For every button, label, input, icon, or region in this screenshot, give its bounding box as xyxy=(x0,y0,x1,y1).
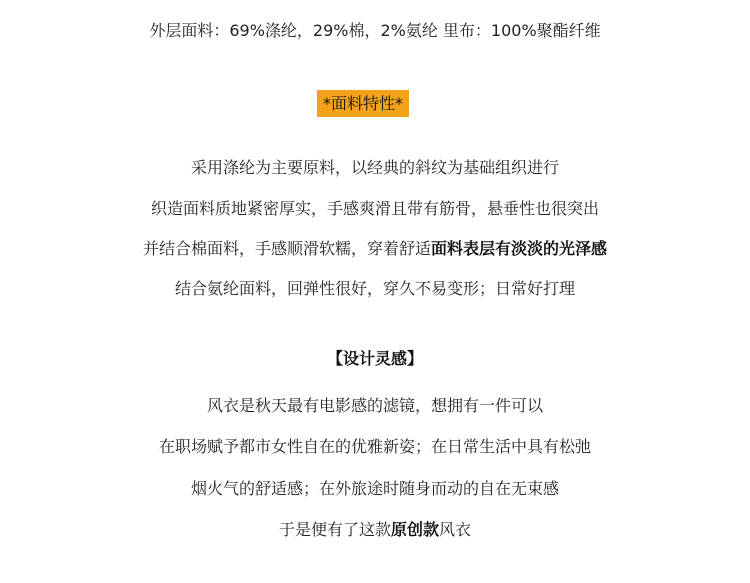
design-line-3: 烟火气的舒适感；在外旅途时随身而动的自在无束感 xyxy=(190,479,559,498)
fabric-composition-line: 外层面料：69%涤纶，29%棉，2%氨纶 里布：100%聚酯纤维 xyxy=(149,21,601,40)
design-line-1: 风衣是秋天最有电影感的滤镜，想拥有一件可以 xyxy=(206,396,543,415)
fabric-feature-line-4: 结合氨纶面料，回弹性很好，穿久不易变形；日常好打理 xyxy=(174,279,575,298)
design-line-4-bold: 原创款 xyxy=(390,520,439,539)
fabric-feature-line-3-plain: 并结合棉面料，手感顺滑软糯，穿着舒适 xyxy=(142,239,431,258)
fabric-feature-line-3-bold: 面料表层有淡淡的光泽感 xyxy=(431,239,608,258)
design-line-4-prefix: 于是便有了这款 xyxy=(278,520,391,539)
fabric-feature-line-2: 织造面料质地紧密厚实，手感爽滑且带有筋骨，悬垂性也很突出 xyxy=(150,199,599,218)
fabric-feature-line-1: 采用涤纶为主要原料，以经典的斜纹为基础组织进行 xyxy=(190,158,559,177)
fabric-features-tag: *面料特性* xyxy=(317,90,409,117)
design-line-4 xyxy=(0,519,750,541)
design-line-2: 在职场赋予都市女性自在的优雅新姿；在日常生活中具有松弛 xyxy=(158,437,591,456)
design-inspiration-heading: 【设计灵感】 xyxy=(326,349,423,368)
fabric-feature-line-3 xyxy=(0,238,750,260)
design-line-4-suffix: 风衣 xyxy=(439,520,472,539)
